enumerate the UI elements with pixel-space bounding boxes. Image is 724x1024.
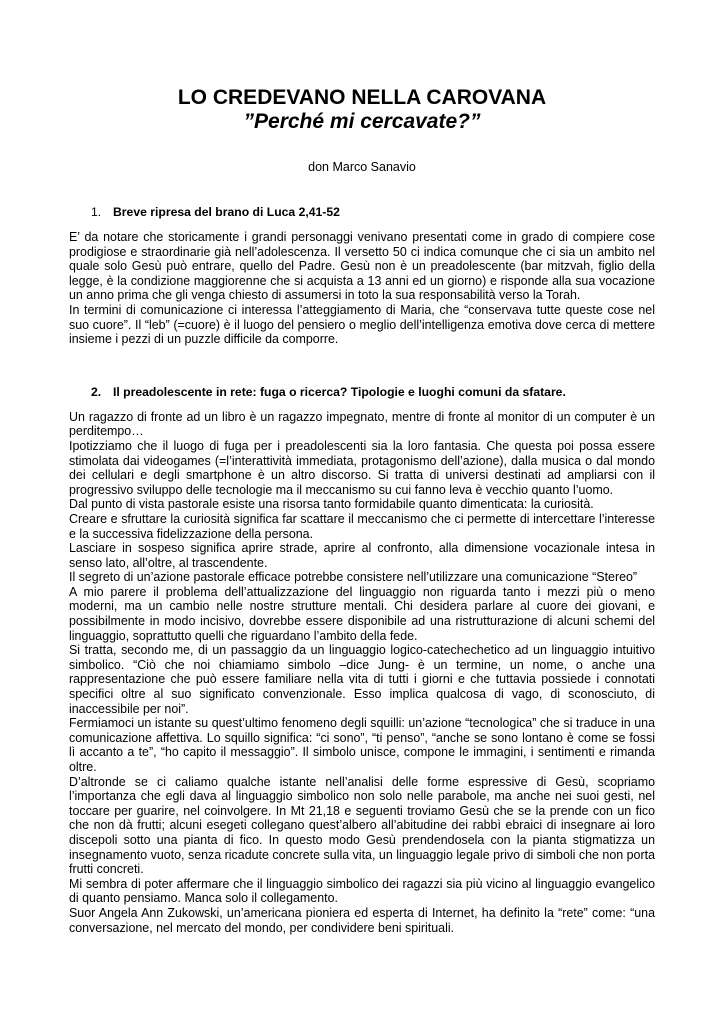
document-page — [69, 86, 655, 935]
author-name: don Marco Sanavio — [308, 160, 416, 174]
paragraph: D’altronde se ci caliamo qualche istante nell’analisi delle forme espressive di Gesù, scopriamo l’importanza che egli dava al linguaggio simbolico non solo nelle parabole, ma anche nei suoi gesti, nel toccare per guarire, nel coinvolgere. In Mt 21,18 e seguenti troviamo Gesù che se la prende con un fico che non dà frutti; alcuni esegeti collegano quest’albero all’abitudine dei rabbì ebraici di insegnare ai loro discepoli sotto una pianta di fico. In questo modo Gesù prendendosela con la pianta stigmatizza un insegnamento vuoto, senza ricadute concrete sulla vita, un linguaggio legale privo di simboli che non porta frutti concreti. — [69, 774, 655, 877]
paragraph: A mio parere il problema dell’attualizzazione del linguaggio non riguarda tanto i mezzi più o meno moderni, ma un cambio nelle nostre strutture mentali. Chi desidera parlare al cuore dei giovani, e possibilmente in modo incisivo, dovrebbe essere disponibile ad una ristrutturazione di alcuni schemi del linguaggio, soprattutto quelli che riguardano l’ambito della fede. — [69, 584, 655, 643]
section-title: Il preadolescente in rete: fuga o ricerca? Tipologie e luoghi comuni da sfatare. — [113, 384, 566, 399]
paragraph: In termini di comunicazione ci interessa l’atteggiamento di Maria, che “conservava tutte queste cose nel suo cuore”. Il “leb” (=cuore) è il luogo del pensiero o meglio dell’intelligenza emotiva dove cerca di mettere insieme i pezzi di un puzzle difficile da comporre. — [69, 302, 655, 347]
paragraph: Dal punto di vista pastorale esiste una risorsa tanto formidabile quanto dimenticata: la curiosità. — [69, 497, 594, 512]
section-body-2 — [69, 410, 655, 935]
paragraph: Il segreto di un’azione pastorale efficace potrebbe consistere nell’utilizzare una comunicazione “Stereo” — [69, 570, 638, 585]
document-subtitle: ”Perché mi cercavate?” — [243, 110, 481, 133]
paragraph: Lasciare in sospeso significa aprire strade, aprire al confronto, alla dimensione vocazionale intesa in senso lato, all’oltre, al trascendente. — [69, 541, 655, 570]
section-number: 2. — [91, 384, 102, 399]
paragraph: E’ da notare che storicamente i grandi personaggi venivano presentati come in grado di compiere cose prodigiose e straordinarie già nell’adolescenza. Il versetto 50 ci indica comunque che ci sia un ambito nel quale solo Gesù può entrare, quello del Padre. Gesù non è un preadolescente (bar mitzvah, figlio della legge, è la condizione maggiorenne che si acquista a 13 anni ed un giorno) e risponde alla sua vocazione un anno prima che gli venga chiesto di assumersi in toto la sua responsabilità verso la Torah. — [69, 230, 655, 303]
paragraph: Si tratta, secondo me, di un passaggio da un linguaggio logico-catechechetico ad un linguaggio intuitivo simbolico. “Ciò che noi chiamiamo simbolo –dice Jung- è un termine, un nome, o anche una rappresentazione che può essere familiare nella vita di tutti i giorni e che tuttavia possiede i connotati specifici oltre al suo significato convenzionale. Esso implica qualcosa di vago, di sconosciuto, di inaccessibile per noi”. — [69, 643, 655, 716]
section-number: 1. — [91, 205, 102, 219]
paragraph: Ipotizziamo che il luogo di fuga per i preadolescenti sia la loro fantasia. Che questa poi possa essere stimolata dai videogames (=l’interattività immediata, protagonismo dell’azione), dalla musica o dal mondo dei cellulari e degli smartphone è un altro discorso. Si tratta di universi destinati ad ampliarsi con il progressivo sviluppo delle tecnologie ma il meccanismo su cui fanno leva è vecchio quanto l’uomo. — [69, 438, 655, 497]
paragraph: Creare e sfruttare la curiosità significa far scattare il meccanismo che ci permette di intercettare l’interesse e la successiva fidelizzazione della persona. — [69, 511, 655, 541]
section-title: Breve ripresa del brano di Luca 2,41-52 — [113, 205, 340, 219]
paragraph: Mi sembra di poter affermare che il linguaggio simbolico dei ragazzi sia più vicino al linguaggio evangelico di quanto pensiamo. Manca solo il collegamento. — [69, 876, 655, 906]
paragraph: Fermiamoci un istante su quest’ultimo fenomeno degli squilli: un’azione “tecnologica” che si traduce in una comunicazione affettiva. Lo squillo significa: “ci sono”, “ti penso”, “anche se sono lontano è come se fossi lì accanto a te”, “ho capito il messaggio”. Il simbolo unisce, compone le immagini, i sentimenti e rimanda oltre. — [69, 716, 655, 774]
section-heading-2 — [69, 385, 655, 400]
paragraph: Un ragazzo di fronte ad un libro è un ragazzo impegnato, mentre di fronte al monitor di un computer è un perditempo… — [69, 409, 655, 439]
document-title: LO CREDEVANO NELLA CAROVANA — [177, 86, 547, 109]
paragraph: Suor Angela Ann Zukowski, un’americana pioniera ed esperta di Internet, ha definito la “rete” come: “una conversazione, nel mercato del mondo, per condividere beni spirituali. — [69, 905, 655, 935]
section-body-1 — [69, 230, 655, 347]
section-heading-1 — [69, 205, 655, 220]
